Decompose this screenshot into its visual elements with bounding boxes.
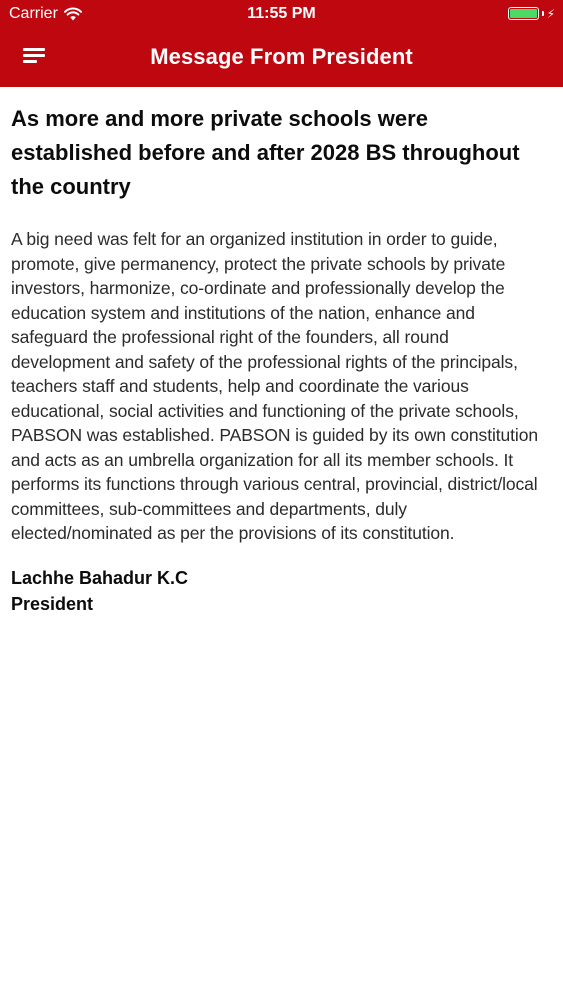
carrier-label: Carrier <box>9 5 58 22</box>
battery-level <box>510 9 537 18</box>
battery-cap <box>542 11 544 16</box>
signature-block <box>11 565 551 617</box>
battery-indicator <box>508 7 555 20</box>
signature-title: President <box>11 593 94 614</box>
status-time: 11:55 PM <box>247 5 316 22</box>
navigation-bar <box>0 30 563 87</box>
message-body: A big need was felt for an organized institution in order to guide, promote, give permanency, protect the private schools by private investors, harmonize, co-ordinate and professionally develop the education system and institutions of the nation, enhance and safeguard the professional right of the founders, all round development and safety of the professional rights of the principals, teachers staff and students, help and coordinate the various educational, social activities and functioning of the private schools, PABSON was established. PABSON is guided by its own constitution and acts as an umbrella organization for all its member schools. It performs its functions through various central, provincial, district/local committees, sub-committees and departments, duly elected/nominated as per the provisions of its constitution. <box>11 229 538 543</box>
status-bar <box>0 0 563 30</box>
battery-icon <box>508 7 539 20</box>
message-headline: As more and more private schools were established before and after 2028 BS throughout the country <box>11 106 520 199</box>
message-content <box>0 102 563 617</box>
page-title: Message From President <box>150 44 413 69</box>
app-header <box>0 0 563 87</box>
charging-bolt-icon: ⚡ <box>546 6 555 21</box>
signature-name: Lachhe Bahadur K.C <box>11 567 189 588</box>
